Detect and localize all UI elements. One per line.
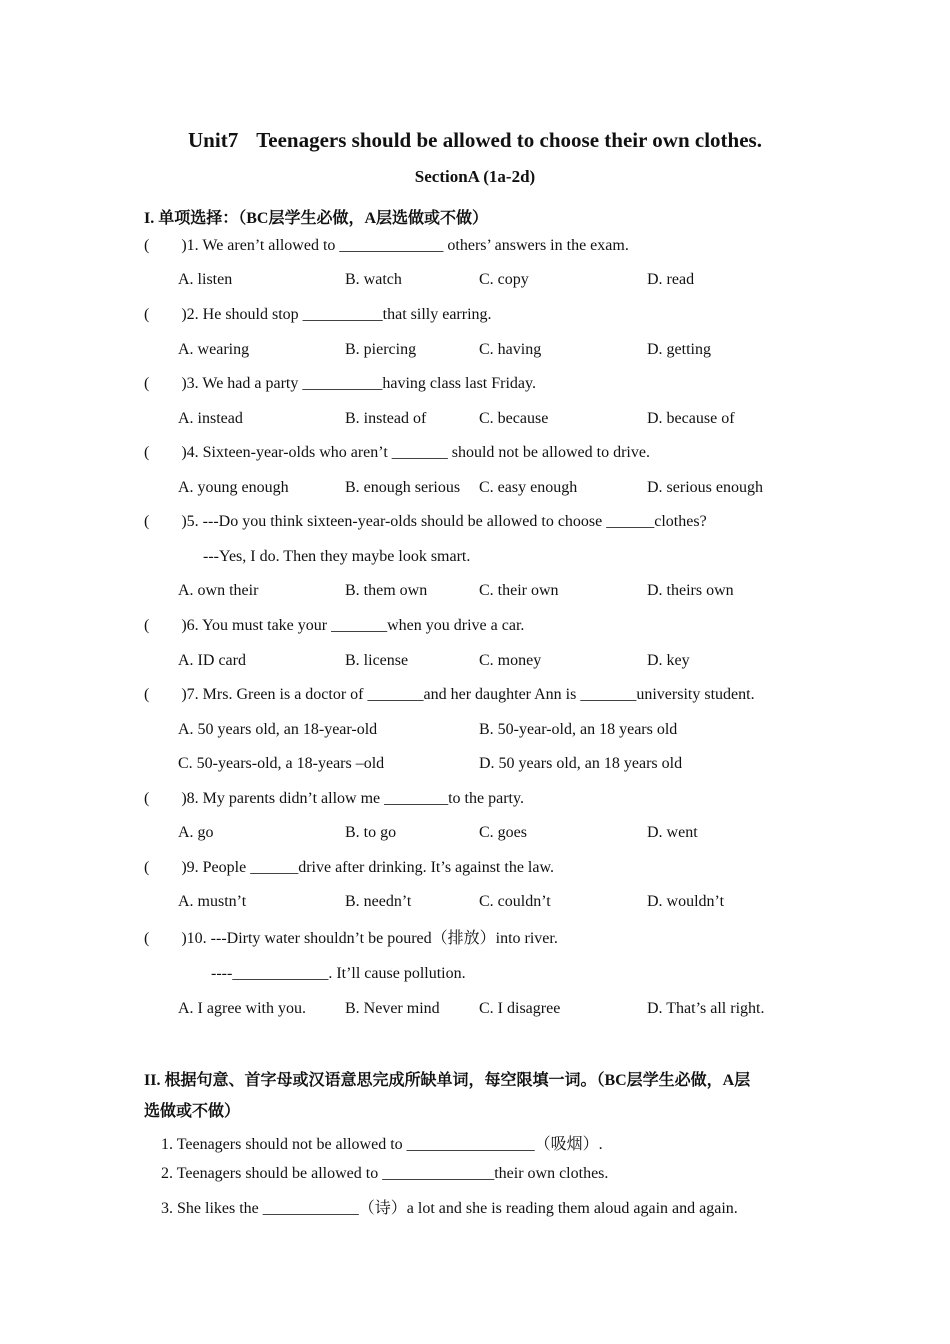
answer-paren: ( (144, 930, 150, 947)
question-8 (144, 789, 524, 809)
option-c: C. money (479, 652, 542, 669)
option-a: A. go (178, 824, 214, 841)
option-c: C. 50-years-old, a 18-years –old (178, 755, 385, 772)
question-text: )8. My parents didn’t allow me ________to the party. (181, 790, 524, 807)
option-d: D. key (647, 652, 690, 669)
question-text: )10. ---Dirty water shouldn’t be poured（排放）into river. (181, 930, 558, 947)
option-b: B. watch (345, 271, 402, 288)
option-d: D. went (647, 824, 698, 841)
option-c: C. having (479, 341, 542, 358)
answer-paren: ( (144, 375, 150, 392)
option-c: C. couldn’t (479, 893, 551, 910)
unit-label: Unit7 (188, 128, 239, 152)
answer-paren: ( (144, 237, 150, 254)
question-10 (144, 929, 558, 949)
option-a: A. mustn’t (178, 893, 247, 910)
option-a: A. 50 years old, an 18-year-old (178, 721, 378, 738)
answer-paren: ( (144, 790, 150, 807)
option-a: A. I agree with you. (178, 1000, 306, 1017)
question-1 (144, 236, 629, 256)
section2-heading: II. 根据句意、首字母或汉语意思完成所缺单词，每空限填一词。（BC层学生必做，A层 (144, 1072, 751, 1089)
question-2 (144, 305, 492, 325)
question-text: )1. We aren’t allowed to _____________ others’ answers in the exam. (181, 237, 629, 254)
option-d: D. theirs own (647, 582, 734, 599)
option-d: D. 50 years old, an 18 years old (479, 755, 683, 772)
question-9 (144, 858, 554, 878)
option-c: C. because (479, 410, 549, 427)
option-b: B. needn’t (345, 893, 412, 910)
question-5-reply: ---Yes, I do. Then they maybe look smart. (203, 548, 471, 565)
question-7 (144, 685, 755, 705)
option-b: B. Never mind (345, 1000, 440, 1017)
question-4 (144, 443, 650, 463)
option-d: D. That’s all right. (647, 1000, 765, 1017)
answer-paren: ( (144, 686, 150, 703)
option-c: C. goes (479, 824, 527, 841)
question-text: )5. ---Do you think sixteen-year-olds should be allowed to choose ______clothes? (181, 513, 707, 530)
section1-heading: I. 单项选择：（BC层学生必做，A层选做或不做） (144, 210, 489, 227)
answer-paren: ( (144, 444, 150, 461)
option-a: A. own their (178, 582, 259, 599)
question-6 (144, 616, 524, 636)
option-a: A. wearing (178, 341, 250, 358)
option-b: B. instead of (345, 410, 427, 427)
option-c: C. easy enough (479, 479, 578, 496)
question-3 (144, 374, 536, 394)
option-b: B. to go (345, 824, 397, 841)
option-b: B. 50-year-old, an 18 years old (479, 721, 678, 738)
option-b: B. license (345, 652, 409, 669)
question-text: )2. He should stop __________that silly earring. (181, 306, 492, 323)
question-5 (144, 512, 707, 532)
answer-paren: ( (144, 306, 150, 323)
answer-paren: ( (144, 859, 150, 876)
option-d: D. wouldn’t (647, 893, 725, 910)
option-b: B. enough serious (345, 479, 461, 496)
option-d: D. read (647, 271, 695, 288)
question-text: )6. You must take your _______when you drive a car. (181, 617, 525, 634)
question-text: )4. Sixteen-year-olds who aren’t _______ should not be allowed to drive. (181, 444, 650, 461)
title-text: Teenagers should be allowed to choose their own clothes. (256, 128, 762, 152)
answer-paren: ( (144, 513, 150, 530)
option-a: A. listen (178, 271, 233, 288)
option-d: D. getting (647, 341, 711, 358)
option-a: A. young enough (178, 479, 289, 496)
option-b: B. piercing (345, 341, 417, 358)
fill-item-2: 2. Teenagers should be allowed to ______________their own clothes. (161, 1165, 609, 1182)
fill-item-3: 3. She likes the ____________（诗）a lot and she is reading them aloud again and again. (161, 1200, 738, 1217)
option-c: C. I disagree (479, 1000, 561, 1017)
section-subtitle: SectionA (1a-2d) (414, 167, 536, 186)
question-text: )7. Mrs. Green is a doctor of _______and her daughter Ann is _______university student. (181, 686, 755, 703)
option-c: C. copy (479, 271, 529, 288)
option-a: A. instead (178, 410, 243, 427)
question-text: )9. People ______drive after drinking. It’s against the law. (181, 859, 554, 876)
answer-paren: ( (144, 617, 150, 634)
option-d: D. serious enough (647, 479, 763, 496)
option-d: D. because of (647, 410, 735, 427)
question-10-reply: ----____________. It’ll cause pollution. (211, 965, 466, 982)
section2-heading-cont: 选做或不做） (144, 1103, 241, 1120)
fill-item-1: 1. Teenagers should not be allowed to ________________（吸烟）. (161, 1136, 603, 1153)
question-text: )3. We had a party __________having class last Friday. (181, 375, 536, 392)
option-b: B. them own (345, 582, 428, 599)
option-c: C. their own (479, 582, 559, 599)
page-title (0, 128, 950, 153)
option-a: A. ID card (178, 652, 246, 669)
